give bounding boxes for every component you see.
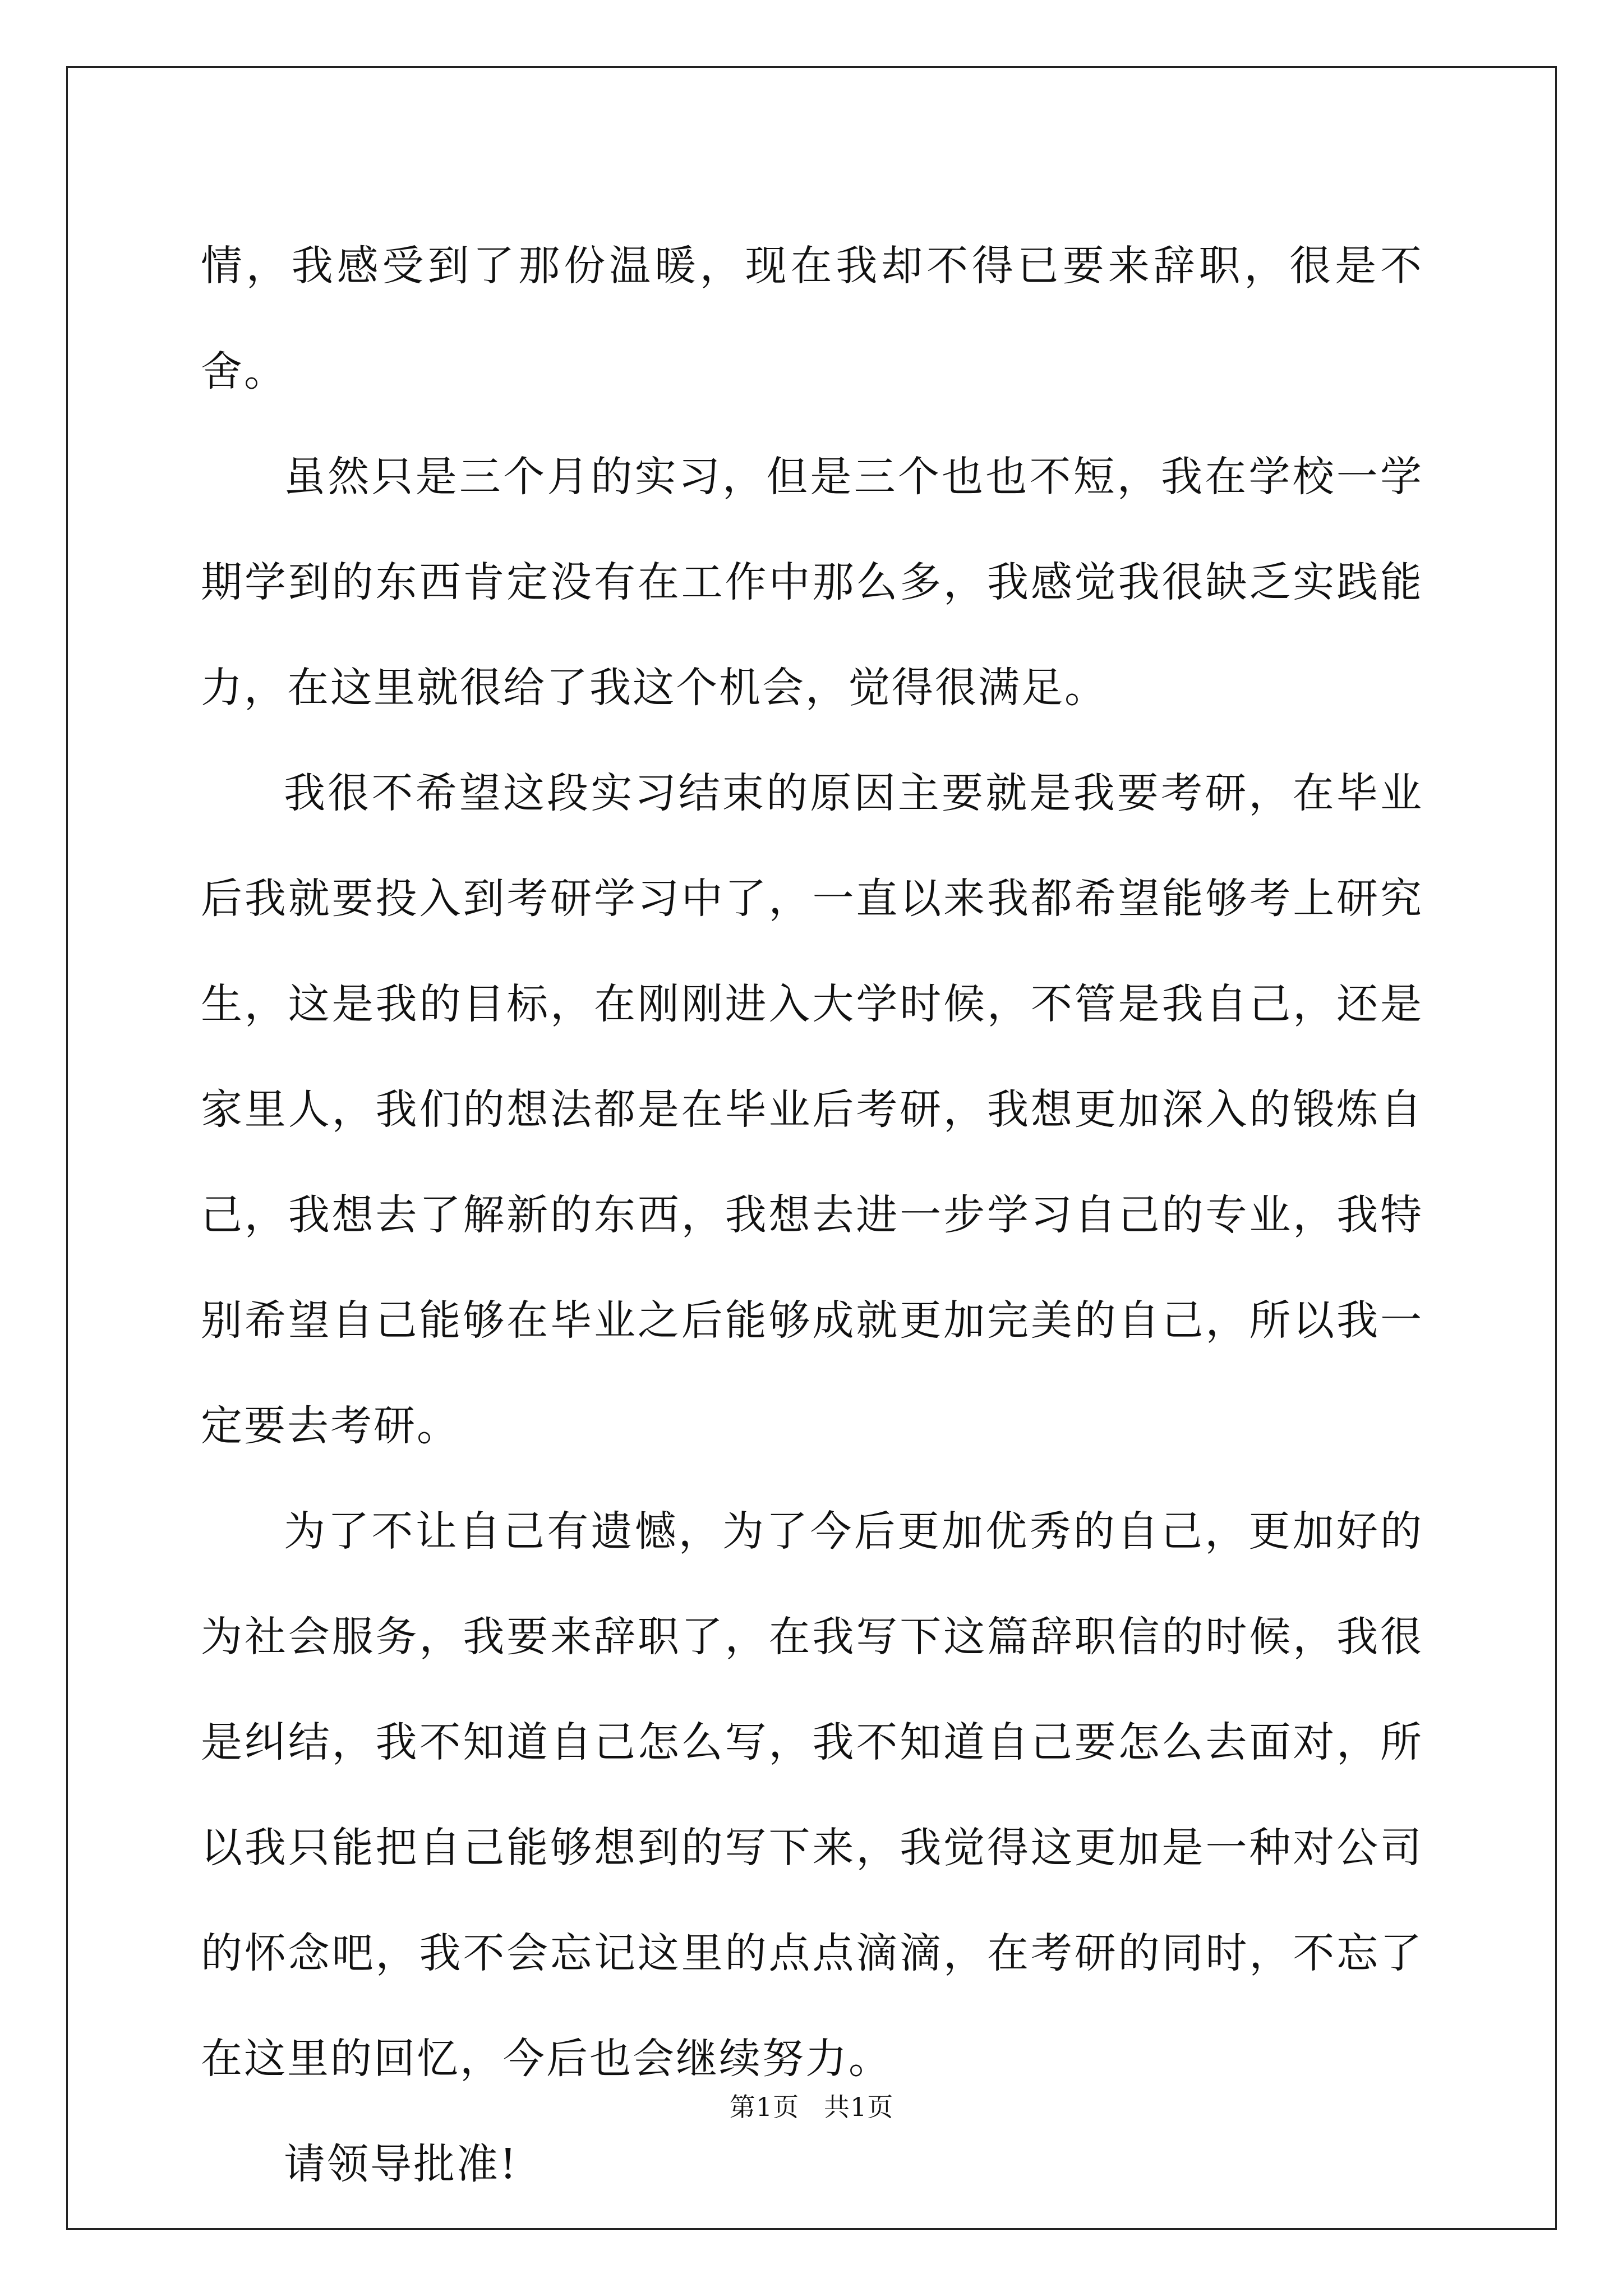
- page-footer: [0, 2087, 1623, 2124]
- paragraph-resignation: 为了不让自己有遗憾，为了今后更加优秀的自己，更加好的为社会服务，我要来辞职了，在我写下这篇辞职信的时候，我很是纠结，我不知道自己怎么写，我不知道自己要怎么去面对，所以我只能把自己能够想到的写下来，我觉得这更加是一种对公司的怀念吧，我不会忘记这里的点点滴滴，在考研的同时，不忘了在这里的回忆，今后也会继续努力。: [201, 1507, 1423, 2083]
- paragraph-internship: 虽然只是三个月的实习，但是三个也也不短，我在学校一学期学到的东西肯定没有在工作中那么多，我感觉我很缺乏实践能力，在这里就很给了我这个机会，觉得很满足。: [201, 453, 1423, 712]
- letter-body: [201, 213, 1423, 2217]
- paragraph-request-approval: 请领导批准!: [284, 2140, 518, 2188]
- paragraph-graduate-exam: 我很不希望这段实习结束的原因主要就是我要考研，在毕业后我就要投入到考研学习中了，一直以来我都希望能够考上研究生，这是我的目标，在刚刚进入大学时候，不管是我自己，还是家里人，我们的想法都是在毕业后考研，我想更加深入的锻炼自己，我想去了解新的东西，我想去进一步学习自己的专业，我特别希望自己能够在毕业之后能够成就更加完美的自己，所以我一定要去考研。: [201, 769, 1423, 1450]
- paragraph-continuation: 情，我感受到了那份温暖，现在我却不得已要来辞职，很是不舍。: [201, 242, 1423, 395]
- page-number: 第1页: [729, 2092, 799, 2122]
- page-total: 共1页: [824, 2092, 894, 2122]
